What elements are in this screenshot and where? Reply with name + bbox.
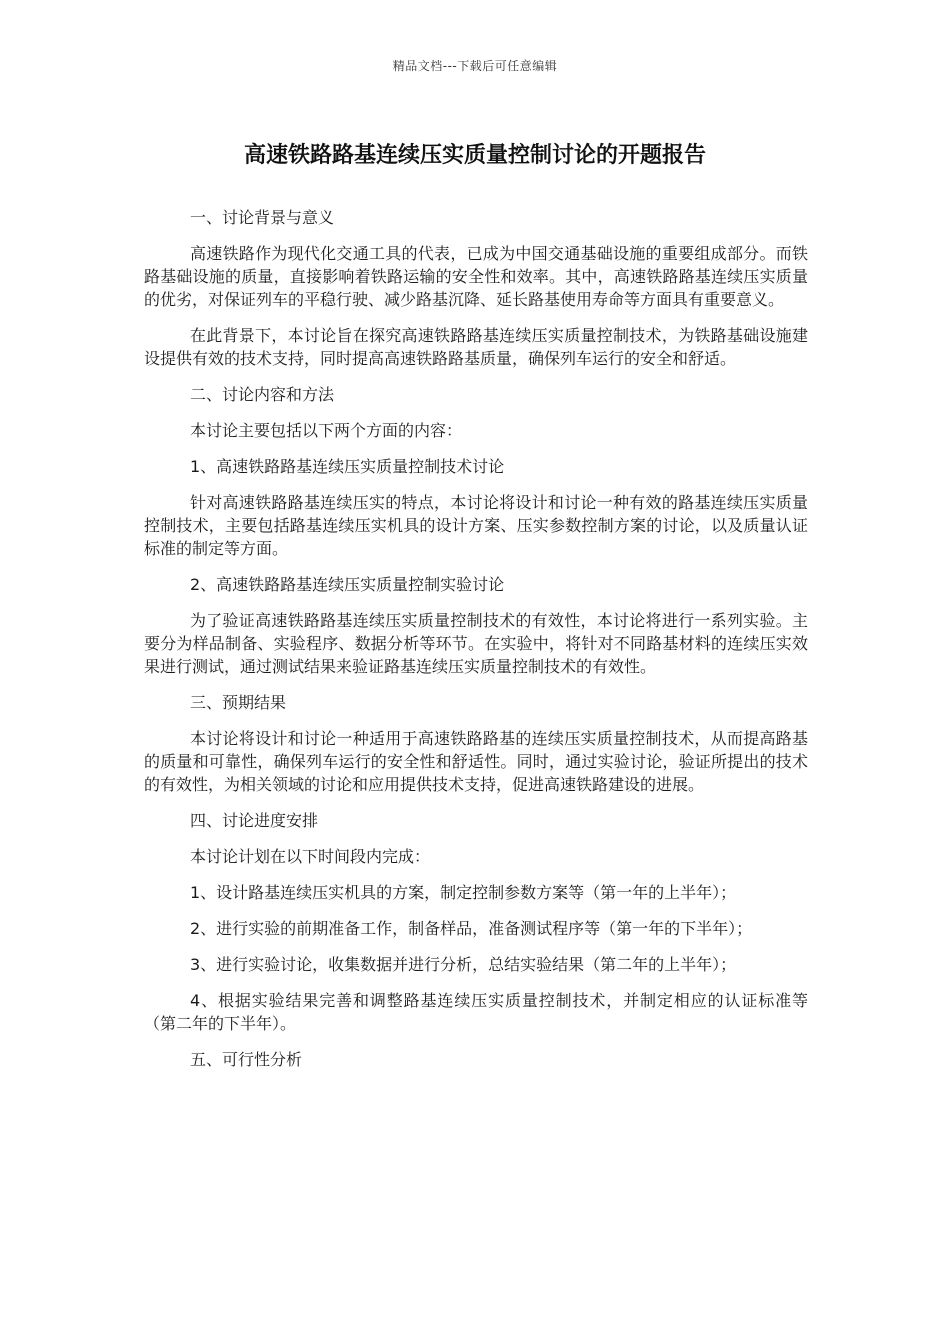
paragraph: 针对高速铁路路基连续压实的特点，本讨论将设计和讨论一种有效的路基连续压实质量控制技术，主要包括路基连续压实机具的设计方案、压实参数控制方案的讨论，以及质量认证标准的制定等方面。: [144, 493, 808, 558]
section-heading-content: 二、讨论内容和方法: [190, 385, 335, 404]
schedule-item: 4、根据实验结果完善和调整路基连续压实质量控制技术，并制定相应的认证标准等（第二年的下半年）。: [144, 991, 808, 1033]
paragraph: 高速铁路作为现代化交通工具的代表，已成为中国交通基础设施的重要组成部分。而铁路基础设施的质量，直接影响着铁路运输的安全性和效率。其中，高速铁路路基连续压实质量的优劣，对保证列车的平稳行驶、减少路基沉降、延长路基使用寿命等方面具有重要意义。: [144, 244, 808, 309]
document-title: 高速铁路路基连续压实质量控制讨论的开题报告: [243, 143, 706, 168]
section-heading-background: 一、讨论背景与意义: [190, 208, 335, 227]
schedule-item: 3、进行实验讨论，收集数据并进行分析，总结实验结果（第二年的上半年）；: [190, 955, 737, 974]
subsection-heading-1: 1、高速铁路路基连续压实质量控制技术讨论: [190, 457, 505, 476]
paragraph: 在此背景下，本讨论旨在探究高速铁路路基连续压实质量控制技术，为铁路基础设施建设提供有效的技术支持，同时提高高速铁路路基质量，确保列车运行的安全和舒适。: [144, 326, 808, 368]
page-header: 精品文档---下载后可任意编辑: [392, 59, 558, 73]
schedule-item: 1、设计路基连续压实机具的方案，制定控制参数方案等（第一年的上半年）；: [190, 883, 737, 902]
document-body: [144, 206, 808, 1084]
section-heading-results: 三、预期结果: [190, 693, 287, 712]
paragraph: 本讨论主要包括以下两个方面的内容：: [190, 421, 463, 440]
schedule-item: 2、进行实验的前期准备工作，制备样品，准备测试程序等（第一年的下半年）；: [190, 919, 753, 938]
section-heading-feasibility: 五、可行性分析: [190, 1050, 303, 1069]
paragraph: 本讨论计划在以下时间段内完成：: [190, 847, 431, 866]
paragraph: 本讨论将设计和讨论一种适用于高速铁路路基的连续压实质量控制技术，从而提高路基的质量和可靠性，确保列车运行的安全性和舒适性。同时，通过实验讨论，验证所提出的技术的有效性，为相关领域的讨论和应用提供技术支持，促进高速铁路建设的进展。: [144, 729, 808, 794]
section-heading-schedule: 四、讨论进度安排: [190, 811, 319, 830]
subsection-heading-2: 2、高速铁路路基连续压实质量控制实验讨论: [190, 575, 505, 594]
paragraph: 为了验证高速铁路路基连续压实质量控制技术的有效性，本讨论将进行一系列实验。主要分为样品制备、实验程序、数据分析等环节。在实验中，将针对不同路基材料的连续压实效果进行测试，通过测试结果来验证路基连续压实质量控制技术的有效性。: [144, 611, 808, 676]
